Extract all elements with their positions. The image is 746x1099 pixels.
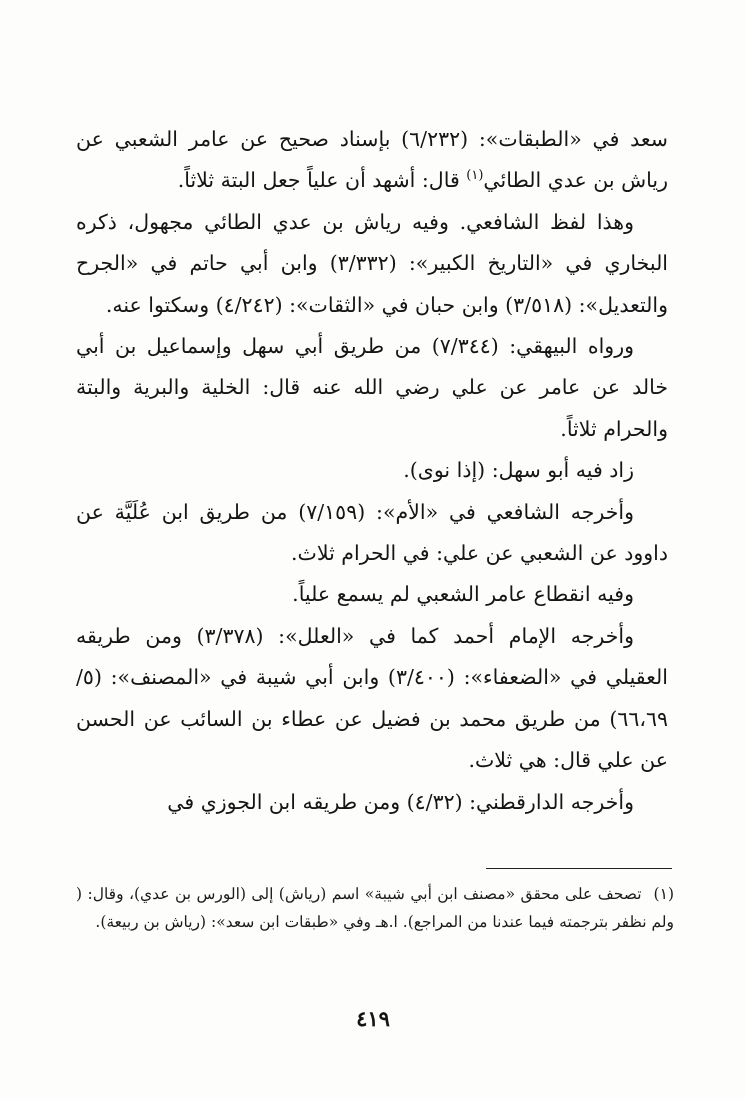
- paragraph-1: [76, 119, 668, 202]
- footnote-separator: [486, 868, 672, 869]
- paragraph-1-tail: قال: أشهد أن علياً جعل البتة ثلاثاً.: [177, 168, 460, 193]
- paragraph-8: وأخرجه الدارقطني: (٤/٣٢) ومن طريقه ابن الجوزي في: [167, 789, 634, 814]
- page-number: ٤١٩: [356, 1006, 390, 1031]
- paragraph-1-text: سعد في «الطبقات»: (٦/٢٣٢) بإسناد صحيح عن عامر الشعبي عن رياش بن عدي الطائي: [76, 127, 668, 193]
- footnote-number: (١): [653, 885, 674, 903]
- paragraph-5: وأخرجه الشافعي في «الأم»: (٧/١٥٩) من طريق ابن عُلَيَّة عن داوود عن الشعبي عن علي: في الحرام ثلاث.: [76, 499, 668, 566]
- paragraph-7: وأخرجه الإمام أحمد كما في «العلل»: (٣/٣٧٨) ومن طريقه العقيلي في «الضعفاء»: (٣/٤٠٠) وابن أبي شيبة في «المصنف»: (٥/ ٦٦،٦٩) من طريق محمد بن فضيل عن عطاء بن السائب عن الحسن عن علي قال: هي ثلاث.: [76, 623, 668, 773]
- paragraph-4: زاد فيه أبو سهل: (إذا نوى).: [403, 458, 634, 483]
- paragraph-2: وهذا لفظ الشافعي. وفيه رياش بن عدي الطائي مجهول، ذكره البخاري في «التاريخ الكبير»: (٣/٣٣٢) وابن أبي حاتم في «الجرح والتعديل»: (٣/٥١٨) وابن حبان في «الثقات»: (٤/٢٤٢) وسكتوا عنه.: [76, 209, 669, 317]
- footnote-text: تصحف على محقق «مصنف ابن أبي شيبة» اسم (رياش) إلى (الورس بن عدي)، وقال: ( ولم نظفر بترجمته فيما عندنا من المراجع). ا.هـ وفي «طبقات ابن سعد»: (رياش بن ربيعة).: [76, 885, 674, 931]
- paragraph-6: وفيه انقطاع عامر الشعبي لم يسمع علياً.: [292, 582, 634, 607]
- main-text: [76, 119, 668, 823]
- footnote-reference: (١): [466, 168, 484, 184]
- paragraph-3: ورواه البيهقي: (٧/٣٤٤) من طريق أبي سهل وإسماعيل بن أبي خالد عن عامر عن علي رضي الله عنه قال: الخلية والبرية والبتة والحرام ثلاثاً.: [76, 334, 668, 441]
- footnote: [76, 880, 674, 936]
- footnote-paragraph: [76, 880, 674, 936]
